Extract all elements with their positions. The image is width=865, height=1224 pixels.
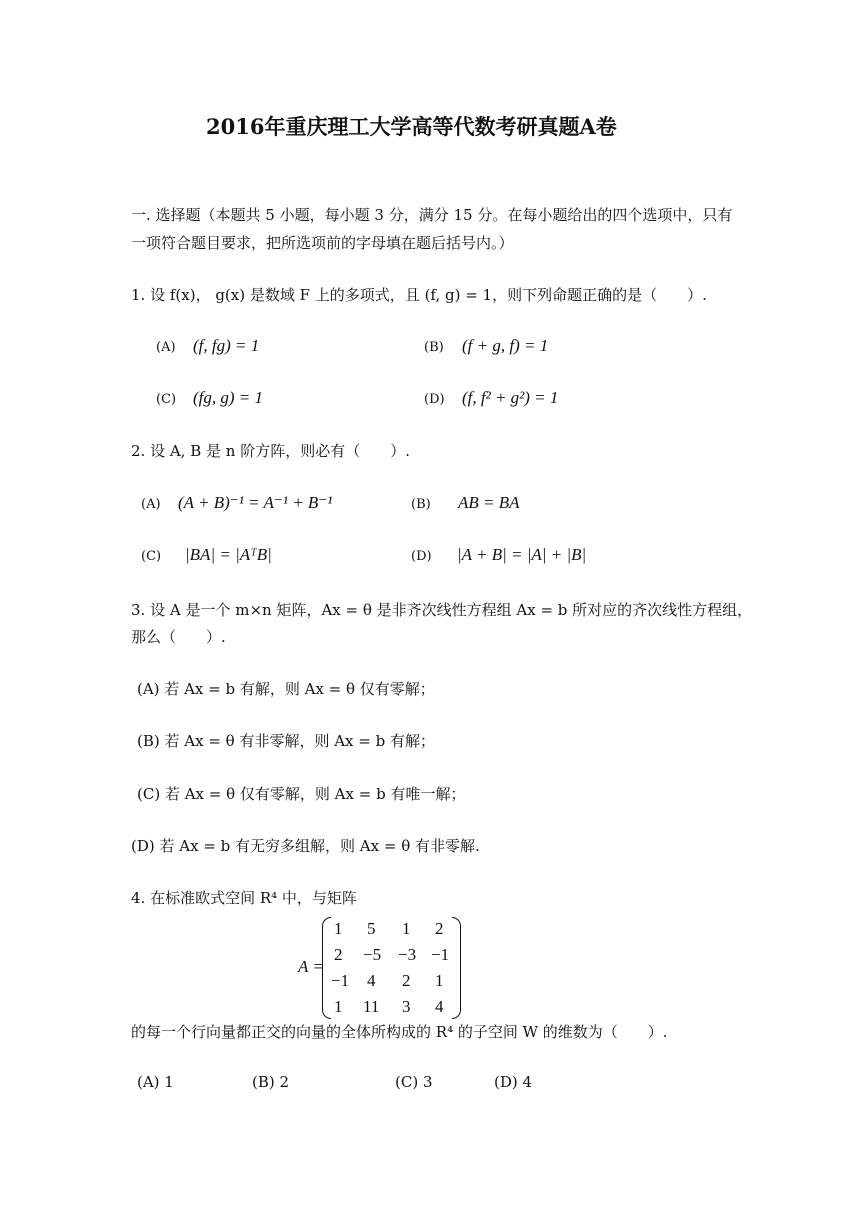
question-3-stem-line1: 3. 设 A 是一个 m×n 矩阵，Ax = θ 是非齐次线性方程组 Ax = b 所对应的齐次线性方程组， (131, 601, 753, 619)
q2-option-b-label: (B) (411, 497, 431, 512)
matrix-cell: 2 (334, 945, 343, 964)
matrix-label: A = (298, 957, 324, 976)
q1-option-c-label: (C) (156, 392, 177, 407)
matrix-cell: −3 (398, 945, 417, 964)
q2-option-a-label: (A) (141, 497, 161, 512)
q3-option-c: (C) 若 Ax = θ 仅有零解，则 Ax = b 有唯一解； (137, 785, 466, 803)
q1-option-c: (fg, g) = 1 (193, 388, 264, 407)
matrix-cell: −1 (431, 945, 450, 964)
q1-option-d: (f, f² + g²) = 1 (462, 388, 559, 407)
q1-option-a: (f, fg) = 1 (193, 336, 260, 355)
matrix-cell: −5 (363, 945, 382, 964)
page-title: 2016年重庆理工大学高等代数考研真题A卷 (206, 114, 617, 139)
q1-option-b-label: (B) (424, 340, 444, 355)
matrix-cell: 1 (402, 919, 411, 938)
question-3-stem-line2: 那么（ ）. (131, 628, 226, 646)
q1-option-b: (f + g, f) = 1 (462, 336, 549, 355)
q3-option-b: (B) 若 Ax = θ 有非零解，则 Ax = b 有解； (137, 732, 435, 750)
q2-option-d: |A + B| = |A| + |B| (457, 545, 587, 564)
section-instruction-line2: 一项符合题目要求，把所选项前的字母填在题后括号内。） (131, 234, 514, 252)
matrix-cell: 2 (435, 919, 444, 938)
matrix-cell: 1 (435, 971, 444, 990)
matrix-cell: 4 (367, 971, 376, 990)
q4-option-a: (A) 1 (137, 1073, 174, 1091)
q2-option-a: (A + B)⁻¹ = A⁻¹ + B⁻¹ (178, 493, 333, 512)
q2-option-c: |BA| = |AᵀB| (185, 545, 272, 564)
q4-option-d: (D) 4 (494, 1073, 533, 1091)
q4-option-b: (B) 2 (252, 1073, 290, 1091)
q3-option-d: (D) 若 Ax = b 有无穷多组解，则 Ax = θ 有非零解. (131, 837, 480, 855)
question-4-tail: 的每一个行向量都正交的向量的全体所构成的 R⁴ 的子空间 W 的维数为（ ）. (131, 1023, 668, 1041)
q1-option-d-label: (D) (424, 392, 445, 407)
q4-option-c: (C) 3 (395, 1073, 433, 1091)
matrix-cell: 3 (402, 997, 411, 1016)
q2-option-d-label: (D) (411, 549, 432, 564)
question-1-stem: 1. 设 f(x)， g(x) 是数域 F 上的多项式，且 (f, g) = 1，则下列命题正确的是（ ）. (131, 286, 707, 304)
matrix-cell: 1 (334, 919, 343, 938)
matrix-cell: 11 (363, 997, 380, 1016)
q1-option-a-label: (A) (156, 340, 176, 355)
q2-option-c-label: (C) (141, 549, 162, 564)
question-4-stem: 4. 在标准欧式空间 R⁴ 中，与矩阵 (131, 889, 357, 907)
matrix-cell: −1 (331, 971, 350, 990)
section-instruction-line1: 一. 选择题（本题共 5 小题，每小题 3 分，满分 15 分。在每小题给出的四个选项中，只有 (131, 206, 733, 224)
matrix-cell: 2 (402, 971, 411, 990)
q3-option-a: (A) 若 Ax = b 有解，则 Ax = θ 仅有零解； (137, 680, 435, 698)
matrix-cell: 4 (435, 997, 444, 1016)
matrix-left-bracket (322, 917, 331, 1019)
question-2-stem: 2. 设 A, B 是 n 阶方阵，则必有（ ）. (131, 442, 410, 460)
matrix-cell: 1 (334, 997, 343, 1016)
matrix-a (298, 917, 468, 1019)
matrix-right-bracket (452, 917, 461, 1019)
q2-option-b: AB = BA (458, 493, 520, 512)
matrix-cell: 5 (367, 919, 376, 938)
